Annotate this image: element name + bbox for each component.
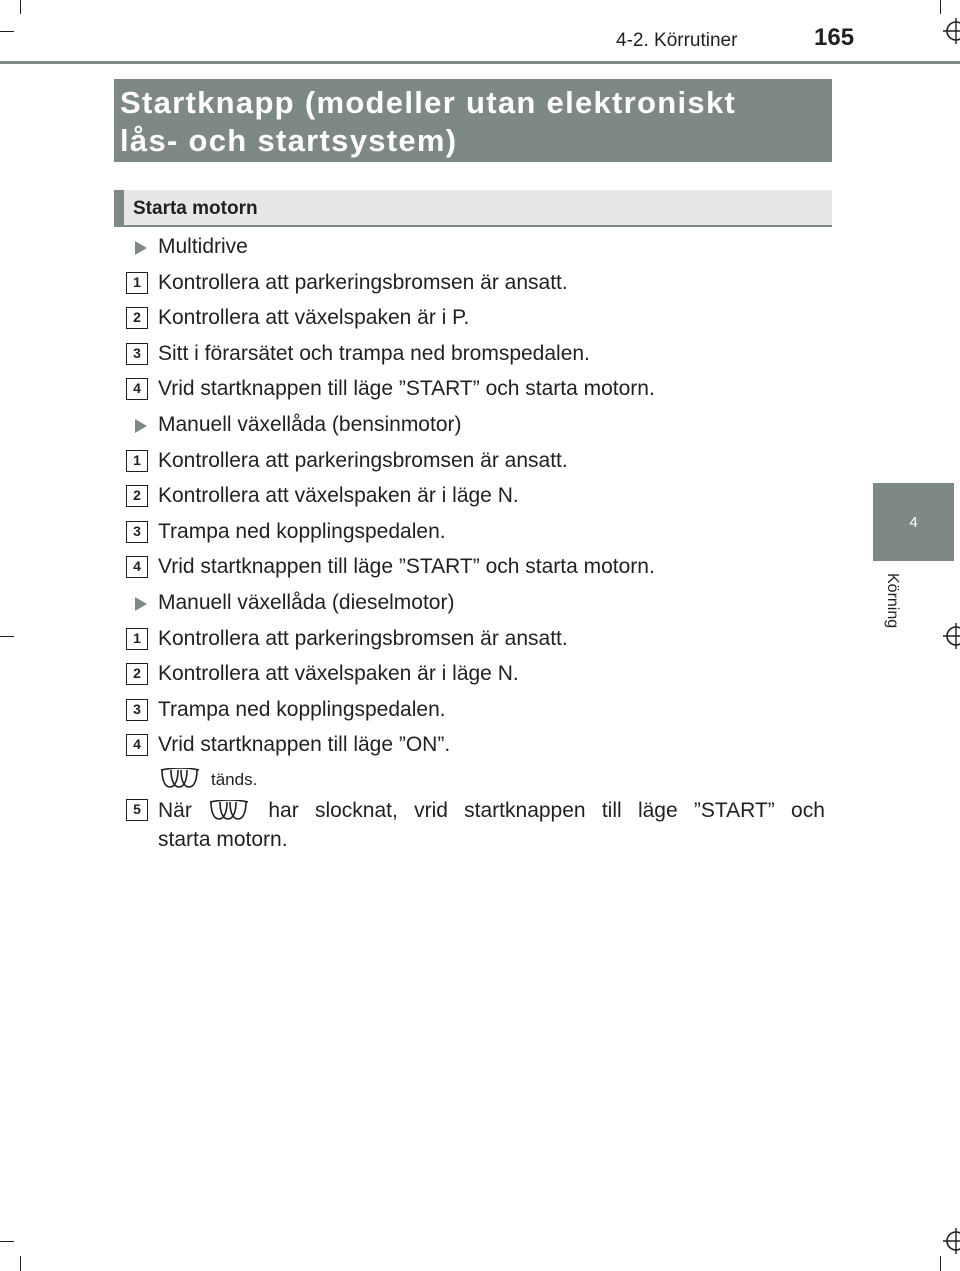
step-text: Trampa ned kopplingspedalen.: [158, 698, 446, 721]
subheading-accent: [114, 190, 124, 227]
step-word: När: [158, 799, 192, 822]
section-label: 4-2. Körrutiner: [616, 30, 738, 51]
header-rule: [0, 61, 960, 64]
step-text-line: [158, 796, 825, 825]
chapter-number: 4: [909, 513, 918, 531]
crop-mark: [20, 1256, 21, 1271]
step-text: Kontrollera att parkeringsbromsen är ansatt.: [158, 627, 568, 650]
step-text-line: starta motorn.: [158, 828, 288, 851]
step-text-multiline: [158, 796, 825, 854]
step-text: Trampa ned kopplingspedalen.: [158, 520, 446, 543]
step-number: 2: [126, 485, 148, 507]
group-heading: Multidrive: [158, 235, 248, 258]
step-text: Sitt i förarsätet och trampa ned bromspedalen.: [158, 342, 590, 365]
crop-mark: [20, 0, 21, 14]
chapter-label: [881, 573, 901, 643]
step-number: 3: [126, 521, 148, 543]
step-number: 5: [126, 799, 148, 821]
step-text: Vrid startknappen till läge ”START” och starta motorn.: [158, 555, 655, 578]
crop-mark: [940, 0, 941, 14]
triangle-right-icon: [134, 596, 148, 612]
step-text: Kontrollera att parkeringsbromsen är ansatt.: [158, 271, 568, 294]
triangle-right-icon: [134, 240, 148, 256]
glow-plug-indicator-icon: [159, 768, 203, 790]
step-number: 2: [126, 663, 148, 685]
step-number: 3: [126, 699, 148, 721]
step-number: 1: [126, 628, 148, 650]
step-word: har: [268, 799, 299, 822]
chapter-tab: [873, 483, 954, 561]
step-text: Kontrollera att växelspaken är i läge N.: [158, 662, 519, 685]
group-heading: Manuell växellåda (dieselmotor): [158, 591, 455, 614]
registration-mark-icon: [943, 1228, 960, 1254]
step-word: till: [601, 799, 622, 822]
page-title: [120, 84, 820, 160]
step-word: ”START”: [693, 799, 775, 822]
crop-mark: [0, 1241, 14, 1242]
step-word: läge: [637, 799, 678, 822]
step-text: Vrid startknappen till läge ”ON”.: [158, 733, 451, 756]
subheading: Starta motorn: [133, 198, 258, 219]
page-title-line: Startknapp (modeller utan elektroniskt: [120, 85, 737, 120]
step-word: startknappen: [464, 799, 586, 822]
page-number: 165: [814, 24, 855, 51]
step-number: 4: [126, 378, 148, 400]
step-number: 4: [126, 734, 148, 756]
step-number: 3: [126, 343, 148, 365]
step-word: slocknat,: [314, 799, 398, 822]
step-text: Kontrollera att parkeringsbromsen är ansatt.: [158, 449, 568, 472]
step-word: vrid: [414, 799, 448, 822]
crop-mark: [0, 636, 14, 637]
step-text: Kontrollera att växelspaken är i P.: [158, 306, 470, 329]
step-text: Kontrollera att växelspaken är i läge N.: [158, 484, 519, 507]
registration-mark-icon: [943, 623, 960, 649]
glow-plug-indicator-icon: [208, 800, 252, 822]
group-heading: Manuell växellåda (bensinmotor): [158, 413, 462, 436]
step-number: 4: [126, 556, 148, 578]
registration-mark-icon: [943, 18, 960, 44]
crop-mark: [940, 1256, 941, 1271]
step-text: Vrid startknappen till läge ”START” och starta motorn.: [158, 377, 655, 400]
step-number: 1: [126, 450, 148, 472]
step-number: 2: [126, 307, 148, 329]
triangle-right-icon: [134, 418, 148, 434]
step-word: och: [791, 799, 825, 822]
note-text: tänds.: [211, 770, 258, 789]
page-title-line: lås- och startsystem): [120, 123, 458, 158]
chapter-label-text: Körning: [884, 573, 901, 629]
step-number: 1: [126, 272, 148, 294]
crop-mark: [0, 31, 14, 32]
